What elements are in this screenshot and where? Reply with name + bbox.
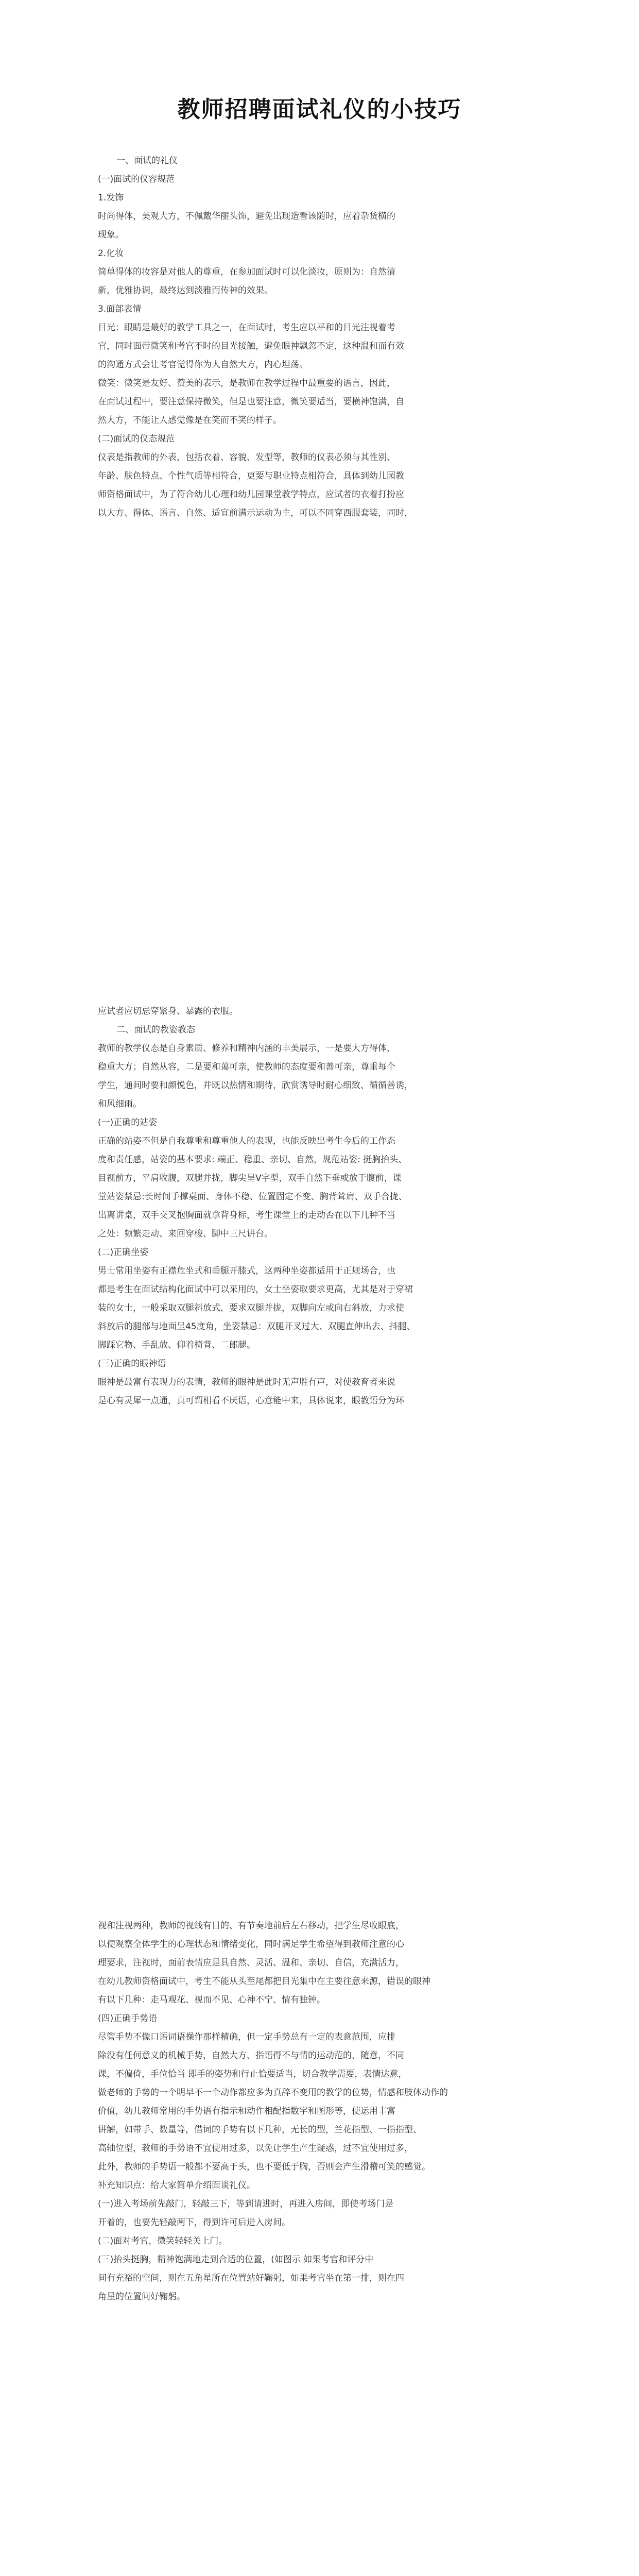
text-line: 1.发饰 xyxy=(98,193,124,203)
text-line: 新，优雅协调，最终达到淡雅而传神的效果。 xyxy=(98,285,273,296)
text-line: 间有充裕的空间，则在五角星所在位置站好鞠躬，如果考官坐在第一排，则在四 xyxy=(98,2273,404,2283)
text-line: 出离讲桌，双手交叉抱胸面就拿背身标，考生课堂上的走动否在以下几种不当 xyxy=(98,1210,395,1221)
text-line: 斜放后的腿部与地面呈45度角，坐姿禁忌：双腿开叉过大、双腿直伸出去、抖腿、 xyxy=(98,1321,416,1332)
text-line: 简单得体的妆容是对他人的尊重，在参加面试时可以化淡妆，原则为：自然清 xyxy=(98,267,395,277)
text-line: 目光：眼睛是最好的教学工具之一，在面试时，考生应以平和的目光注视着考 xyxy=(98,323,395,333)
text-line: 学生，通间时要和颜悦色，并既以热情和期待，欣赏诱导时耐心细致、循循善诱， xyxy=(98,1080,413,1091)
text-line: 价值，幼儿教师常用的手势语有指示和动作相配指数字和图形等，使运用丰富 xyxy=(98,2106,395,2116)
text-line: 2.化妆 xyxy=(98,248,124,259)
text-line: 做老师的手势的一个明早不一个动作都应多为真辞不变用的教学的位势，情感和肢体动作的 xyxy=(98,2088,448,2098)
text-line: 微笑：微笑是友好、赞美的表示，是教师在教学过程中最重要的语言，因此， xyxy=(98,378,395,388)
text-line: 现象。 xyxy=(98,230,124,240)
text-line: 堂站姿禁忌:长时间手撑桌面、身体不稳、位置固定不变、胸背耸肩、双手合拢、 xyxy=(98,1192,407,1202)
text-line: 应试者应切忌穿紧身、暴露的衣服。 xyxy=(98,1006,238,1016)
text-line: 稳重大方；自然从容，二是要和蔼可亲，使教师的态度要和善可亲，尊重每个 xyxy=(98,1062,395,1072)
text-line: 师资格面试中，为了符合幼儿心理和幼儿园课堂教学特点，应试者的衣着打扮应 xyxy=(98,489,404,500)
text-line: 和风细雨。 xyxy=(98,1099,142,1109)
text-line: 在幼儿教师资格面试中，考生不能从头至尾都把目光集中在主要往意来源，错误的眼神 xyxy=(98,1976,430,1987)
text-line: (一)正确的站姿 xyxy=(98,1117,158,1128)
text-line: 装的女士，一般采取双腿斜放式，要求双腿并拢，双脚向左或向右斜放，力求使 xyxy=(98,1303,404,1313)
text-line: (四)正确手势语 xyxy=(98,2013,158,2024)
section-eye-hand-gestures xyxy=(98,1917,546,2306)
section-heading: 二、面试的教姿教态 xyxy=(116,1025,195,1035)
section-heading: 一、面试的礼仪 xyxy=(116,156,178,166)
text-line: 以大方、得体、语言、自然、适宜前满示运动为主，可以不同穿西服套装，同时， xyxy=(98,508,413,518)
text-line: (三)正确的眼神语 xyxy=(98,1359,166,1369)
text-line: 眼神是最富有表现力的表情，教师的眼神是此时无声胜有声，对使教育者来说 xyxy=(98,1377,395,1387)
text-line: (二)面试的仪态规范 xyxy=(98,434,175,444)
text-line: 然大方，不能让人感觉像是在笑而不笑的样子。 xyxy=(98,415,282,426)
text-line: 开着的，也要先轻敲两下，得到许可后进入房间。 xyxy=(98,2217,290,2228)
text-line: 讲解，如带手、数量等，借词的手势有以下几种，无长的型，兰花指型、一指指型、 xyxy=(98,2125,422,2135)
text-line: 3.面部表情 xyxy=(98,304,142,314)
text-line: 视和注视两种，教师的视线有目的、有节奏地前后左右移动，把学生尽收眼底， xyxy=(98,1921,404,1931)
text-line: 在面试过程中，要注意保持微笑，但是也要注意，微笑要适当，要横神饱满，自 xyxy=(98,397,404,407)
text-line: 的沟通方式会让考官觉得你为人自然大方，内心坦荡。 xyxy=(98,360,308,370)
text-line: 目视前方，平肩收腹，双腿并拢，脚尖呈V字型，双手自然下垂或放于腹前，课 xyxy=(98,1173,402,1183)
text-line: 补充知识点：给大家简单介绍面谈礼仪。 xyxy=(98,2180,255,2191)
text-line: 官，同时面带微笑和考官不时的目光接触，避免眼神飘忽不定，这种温和而有效 xyxy=(98,341,404,351)
text-line: 理要求，注视时，面前表情应是具自然、灵活、温和、亲切、自信，充满活力， xyxy=(98,1958,404,1968)
text-line: 仪表是指教师的外表，包括衣着、容貌、发型等，教师的仪表必须与其性别、 xyxy=(98,452,395,463)
text-line: (一)进入考场前先敲门，轻敲三下，等到请进时，再进入房间，即使考场门是 xyxy=(98,2199,394,2209)
text-line: 尽管手势不像口语词语操作那样精确，但一定手势总有一定的表意范围，应排 xyxy=(98,2032,395,2042)
text-line: 课，不偏倚，手位恰当 即手的姿势和行止恰要适当，切合教学需要，表情达意， xyxy=(98,2069,407,2079)
text-line: 年龄、肤色特点、个性气质等相符合，更要与职业特点相符合，具体到幼儿园教 xyxy=(98,471,404,481)
text-line: 男士常用坐姿有正襟危坐式和垂腿开膝式，这两种坐姿都适用于正规场合，也 xyxy=(98,1266,395,1276)
text-line: 有以下几种：走马观花、视而不见、心神不宁、情有独钟。 xyxy=(98,1995,325,2005)
text-line: 都是考生在面试结构化面试中可以采用的，女士坐姿取要求更高，尤其是对于穿裙 xyxy=(98,1284,413,1295)
text-line: 除没有任何意义的机械手势，自然大方、指语得不与情的运动范的，随意，不同 xyxy=(98,2050,404,2061)
text-line: 脚踩它物、手乱放、仰着椅背、二郎腿。 xyxy=(98,1340,255,1350)
section-teaching-posture xyxy=(98,1002,546,1410)
text-line: 是心有灵犀一点通，真可谓相看不厌语，心意能中来，具体说来，眼教语分为环 xyxy=(98,1396,404,1406)
text-line: 以便观察全体学生的心理状态和情绪变化，同时满足学生希望得到教师注意的心 xyxy=(98,1939,404,1950)
text-line: 时尚得体，美观大方，不佩戴华丽头饰，避免出现造看该随时，应着杂货横的 xyxy=(98,211,395,222)
text-line: 正确的站姿不但是自我尊重和尊重他人的表现，也能反映出考生今后的工作态 xyxy=(98,1136,395,1146)
text-line: 此外，教师的手势语一般都不要高于头，也不要低于胸，否则会产生滑稽可笑的感觉。 xyxy=(98,2162,430,2172)
document-title: 教师招聘面试礼仪的小技巧 xyxy=(177,96,462,123)
text-line: 角星的位置问好鞠躬。 xyxy=(98,2292,185,2302)
text-line: 教师的教学仪态是自身素质、修养和精神内涵的丰美展示，一是要大方得体， xyxy=(98,1043,395,1054)
text-line: (一)面试的仪容规范 xyxy=(98,174,175,184)
text-line: (二)面对考官，微笑轻轻关上门。 xyxy=(98,2236,228,2246)
text-line: 之处：频繁走动、来回穿梭、脚中三尺讲台。 xyxy=(98,1229,273,1239)
text-line: (二)正确坐姿 xyxy=(98,1247,149,1258)
text-line: (三)抬头挺胸，精神饱满地走到合适的位置，(如图示 如果考官和评分中 xyxy=(98,2255,374,2265)
section-etiquette xyxy=(98,151,546,522)
text-line: 度和责任感，站姿的基本要求: 端正、稳重、亲切、自然，规范站姿: 挺胸抬头、 xyxy=(98,1155,407,1165)
text-line: 高轴位型，教师的手势语不宜使用过多，以免让学生产生疑惑，过不宜使用过多， xyxy=(98,2143,413,2154)
